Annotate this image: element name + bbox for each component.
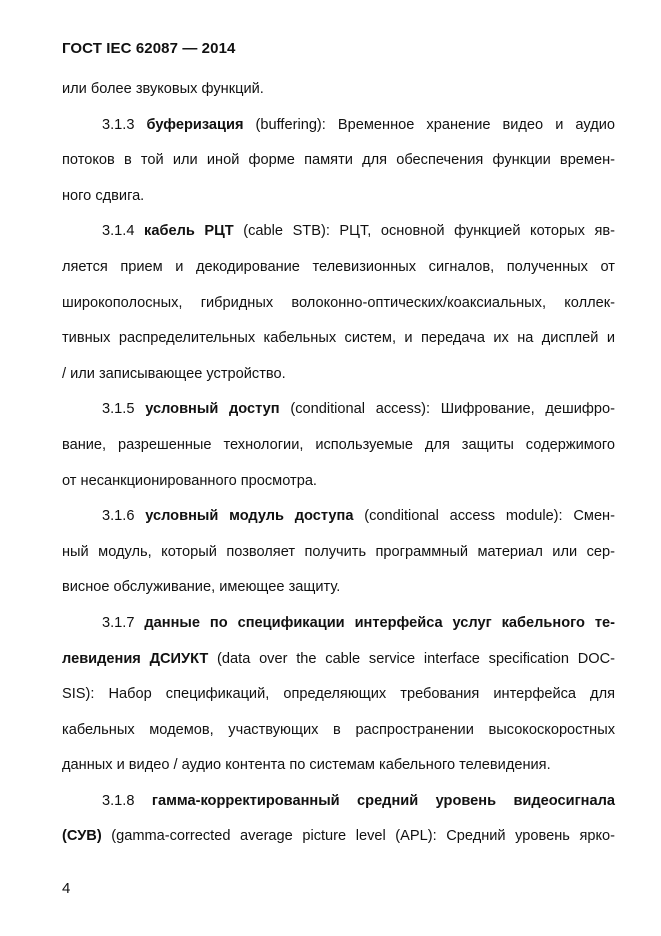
text-run: (conditional access module): Смен- — [353, 508, 615, 525]
text-line — [62, 499, 615, 535]
term-bold: данные по спецификации интерфейса услуг кабельного те- — [144, 614, 615, 631]
text-run: 3.1.8 — [102, 792, 152, 809]
text-run: висное обслуживание, имеющее защиту. — [62, 579, 341, 596]
text-line — [62, 143, 615, 179]
text-line — [62, 606, 615, 642]
text-line — [62, 250, 615, 286]
text-line — [62, 214, 615, 250]
text-run: 3.1.3 — [102, 116, 147, 133]
text-run: ный модуль, который позволяет получить программный материал или сер- — [62, 543, 615, 560]
term-bold: (СУВ) — [62, 828, 102, 845]
text-line — [62, 464, 615, 500]
text-run: ного сдвига. — [62, 187, 145, 204]
text-run: 3.1.4 — [102, 223, 145, 240]
text-run: (conditional access): Шифрование, дешифро- — [279, 401, 615, 418]
text-line — [62, 428, 615, 464]
text-line — [62, 179, 615, 215]
text-line — [62, 642, 615, 678]
term-bold: буферизация — [146, 116, 244, 133]
text-run: широкополосных, гибридных волоконно-оптических/коаксиальных, коллек- — [62, 294, 615, 311]
text-line — [62, 108, 615, 144]
text-run: ляется прием и декодирование телевизионных сигналов, полученных от — [62, 258, 615, 275]
text-run: потоков в той или иной форме памяти для обеспечения функции времен- — [62, 152, 615, 169]
text-line — [62, 570, 615, 606]
text-run: 3.1.5 — [102, 401, 146, 418]
text-line — [62, 72, 615, 108]
text-line — [62, 535, 615, 571]
text-line — [62, 286, 615, 322]
text-run: вание, разрешенные технологии, используемые для защиты содержимого — [62, 436, 615, 453]
term-bold: кабель РЦТ — [144, 223, 234, 240]
term-bold: условный доступ — [145, 401, 280, 418]
text-run: / или записывающее устройство. — [62, 365, 286, 382]
text-line — [62, 819, 615, 855]
text-line — [62, 677, 615, 713]
text-run: (gamma-corrected average picture level (APL): Средний уровень ярко- — [101, 828, 615, 845]
text-line — [62, 392, 615, 428]
text-line — [62, 784, 615, 820]
page-number: 4 — [62, 880, 71, 897]
text-line — [62, 748, 615, 784]
text-run: (buffering): Временное хранение видео и аудио — [243, 116, 615, 133]
text-run: или более звуковых функций. — [62, 81, 264, 97]
text-run: 3.1.6 — [102, 508, 146, 525]
document-header: ГОСТ IEC 62087 — 2014 — [62, 40, 236, 57]
text-run: данных и видео / аудио контента по системам кабельного телевидения. — [62, 757, 551, 774]
text-run: SIS): Набор спецификаций, определяющих требования интерфейса для — [62, 686, 615, 703]
text-run: кабельных модемов, участвующих в распространении высокоскоростных — [62, 721, 615, 738]
text-run: (data over the cable service interface specification DOC- — [208, 650, 616, 667]
text-line — [62, 713, 615, 749]
text-run: от несанкционированного просмотра. — [62, 472, 317, 489]
text-line — [62, 357, 615, 393]
term-bold: условный модуль доступа — [145, 508, 354, 525]
text-run: 3.1.7 — [102, 614, 145, 631]
term-bold: левидения ДСИУКТ — [62, 650, 209, 667]
text-line — [62, 321, 615, 357]
text-run: тивных распределительных кабельных систем, и передача их на дисплей и — [62, 330, 615, 347]
text-run: (cable STB): РЦТ, основной функцией которых яв- — [233, 223, 615, 240]
document-body — [62, 72, 615, 855]
term-bold: гамма-корректированный средний уровень видеосигнала — [151, 792, 615, 809]
